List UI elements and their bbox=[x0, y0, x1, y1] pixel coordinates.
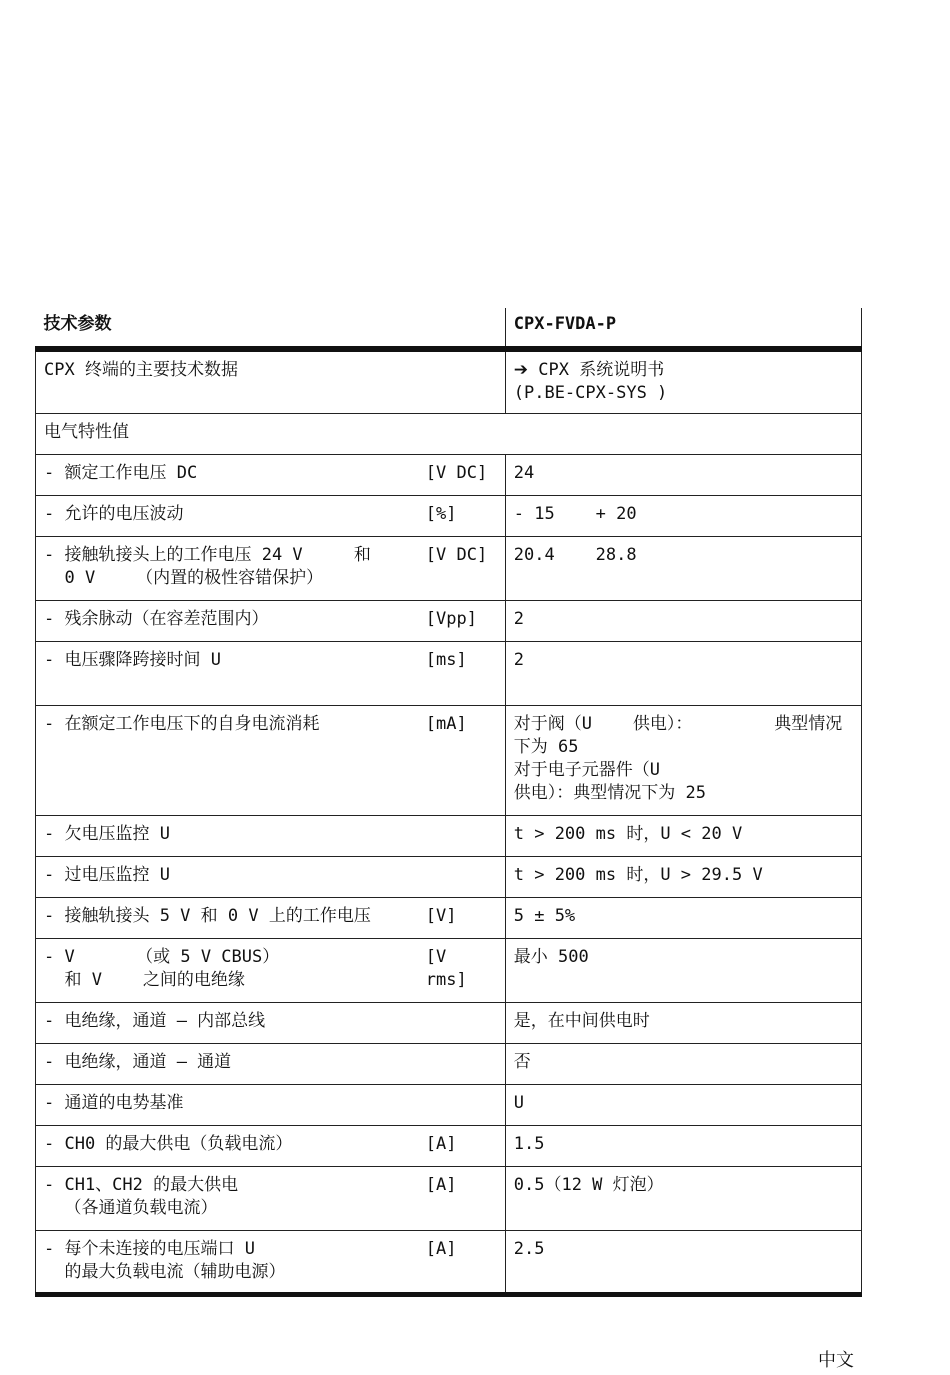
table-row bbox=[36, 641, 862, 705]
row-unit: [ms] bbox=[418, 641, 505, 705]
row-unit: [V DC] bbox=[418, 454, 505, 495]
spec-table bbox=[35, 308, 862, 1297]
row-unit: [V DC] bbox=[418, 536, 505, 600]
row-param: - 电绝缘，通道 – 内部总线 bbox=[36, 1002, 418, 1043]
row-param: - 接触轨接头 5 V 和 0 V 上的工作电压 bbox=[36, 897, 418, 938]
reference-code: (P.BE-CPX-SYS ) bbox=[513, 383, 668, 403]
table-row bbox=[36, 856, 862, 897]
row-unit: [%] bbox=[418, 495, 505, 536]
row-unit bbox=[418, 1043, 505, 1084]
table-row bbox=[36, 1230, 862, 1294]
row-param: - 每个未连接的电压端口 U 的最大负载电流（辅助电源） bbox=[36, 1230, 418, 1294]
table-row bbox=[36, 705, 862, 815]
row-value: t > 200 ms 时，U < 20 V bbox=[505, 815, 861, 856]
table-row bbox=[36, 536, 862, 600]
row-value: 0.5（12 W 灯泡） bbox=[505, 1166, 861, 1230]
table-row bbox=[36, 1125, 862, 1166]
header-param: 技术参数 bbox=[36, 308, 506, 349]
row-unit: [V] bbox=[418, 897, 505, 938]
row-param: - 过电压监控 U bbox=[36, 856, 418, 897]
row-unit: [Vpp] bbox=[418, 600, 505, 641]
row-unit bbox=[418, 1084, 505, 1125]
page-language-label: 中文 bbox=[818, 1350, 854, 1371]
row-param: - 电压骤降跨接时间 U bbox=[36, 641, 418, 705]
row-unit: [V rms] bbox=[418, 938, 505, 1002]
row-param: - 残余脉动（在容差范围内） bbox=[36, 600, 418, 641]
table-row bbox=[36, 495, 862, 536]
reference-title: CPX 系统说明书 bbox=[538, 360, 665, 380]
row-unit: [A] bbox=[418, 1166, 505, 1230]
row-value: - 15 + 20 bbox=[505, 495, 861, 536]
row-value: 最小 500 bbox=[505, 938, 861, 1002]
row-value: 2 bbox=[505, 641, 861, 705]
row-value: 2.5 bbox=[505, 1230, 861, 1294]
row-unit: [mA] bbox=[418, 705, 505, 815]
row-param: - CH0 的最大供电（负载电流） bbox=[36, 1125, 418, 1166]
arrow-right-icon: ➔ bbox=[513, 360, 528, 380]
table-row bbox=[36, 1043, 862, 1084]
row-value: 1.5 bbox=[505, 1125, 861, 1166]
main-data-label: CPX 终端的主要技术数据 bbox=[36, 349, 506, 413]
row-param: - 接触轨接头上的工作电压 24 V 和 0 V （内置的极性容错保护） bbox=[36, 536, 418, 600]
table-row bbox=[36, 454, 862, 495]
row-param: - 电绝缘，通道 – 通道 bbox=[36, 1043, 418, 1084]
row-param: - 欠电压监控 U bbox=[36, 815, 418, 856]
row-param: - V （或 5 V CBUS） 和 V 之间的电绝缘 bbox=[36, 938, 418, 1002]
row-value: U bbox=[505, 1084, 861, 1125]
row-value: 2 bbox=[505, 600, 861, 641]
row-param: - 额定工作电压 DC bbox=[36, 454, 418, 495]
table-row bbox=[36, 1002, 862, 1043]
table-row bbox=[36, 815, 862, 856]
table-row bbox=[36, 1084, 862, 1125]
table-row bbox=[36, 938, 862, 1002]
row-unit bbox=[418, 1002, 505, 1043]
row-param: - 在额定工作电压下的自身电流消耗 bbox=[36, 705, 418, 815]
row-value: 20.4 28.8 bbox=[505, 536, 861, 600]
row-value: 是，在中间供电时 bbox=[505, 1002, 861, 1043]
table-row bbox=[36, 600, 862, 641]
row-value: 对于阀（U 供电）： 典型情况下为 65 对于电子元器件（U 供电）：典型情况下为 25 bbox=[505, 705, 861, 815]
row-value: 5 ± 5% bbox=[505, 897, 861, 938]
row-param: - 允许的电压波动 bbox=[36, 495, 418, 536]
row-value: t > 200 ms 时，U > 29.5 V bbox=[505, 856, 861, 897]
main-data-row bbox=[36, 349, 862, 413]
section-row bbox=[36, 413, 862, 454]
row-value: 24 bbox=[505, 454, 861, 495]
table-header-row bbox=[36, 308, 862, 349]
header-value: CPX-FVDA-P bbox=[505, 308, 861, 349]
main-data-reference bbox=[505, 349, 861, 413]
row-value: 否 bbox=[505, 1043, 861, 1084]
table-row bbox=[36, 1166, 862, 1230]
section-title: 电气特性值 bbox=[36, 413, 862, 454]
table-row bbox=[36, 897, 862, 938]
row-unit: [A] bbox=[418, 1125, 505, 1166]
row-param: - CH1、CH2 的最大供电 （各通道负载电流） bbox=[36, 1166, 418, 1230]
row-unit bbox=[418, 856, 505, 897]
row-param: - 通道的电势基准 bbox=[36, 1084, 418, 1125]
row-unit bbox=[418, 815, 505, 856]
row-unit: [A] bbox=[418, 1230, 505, 1294]
